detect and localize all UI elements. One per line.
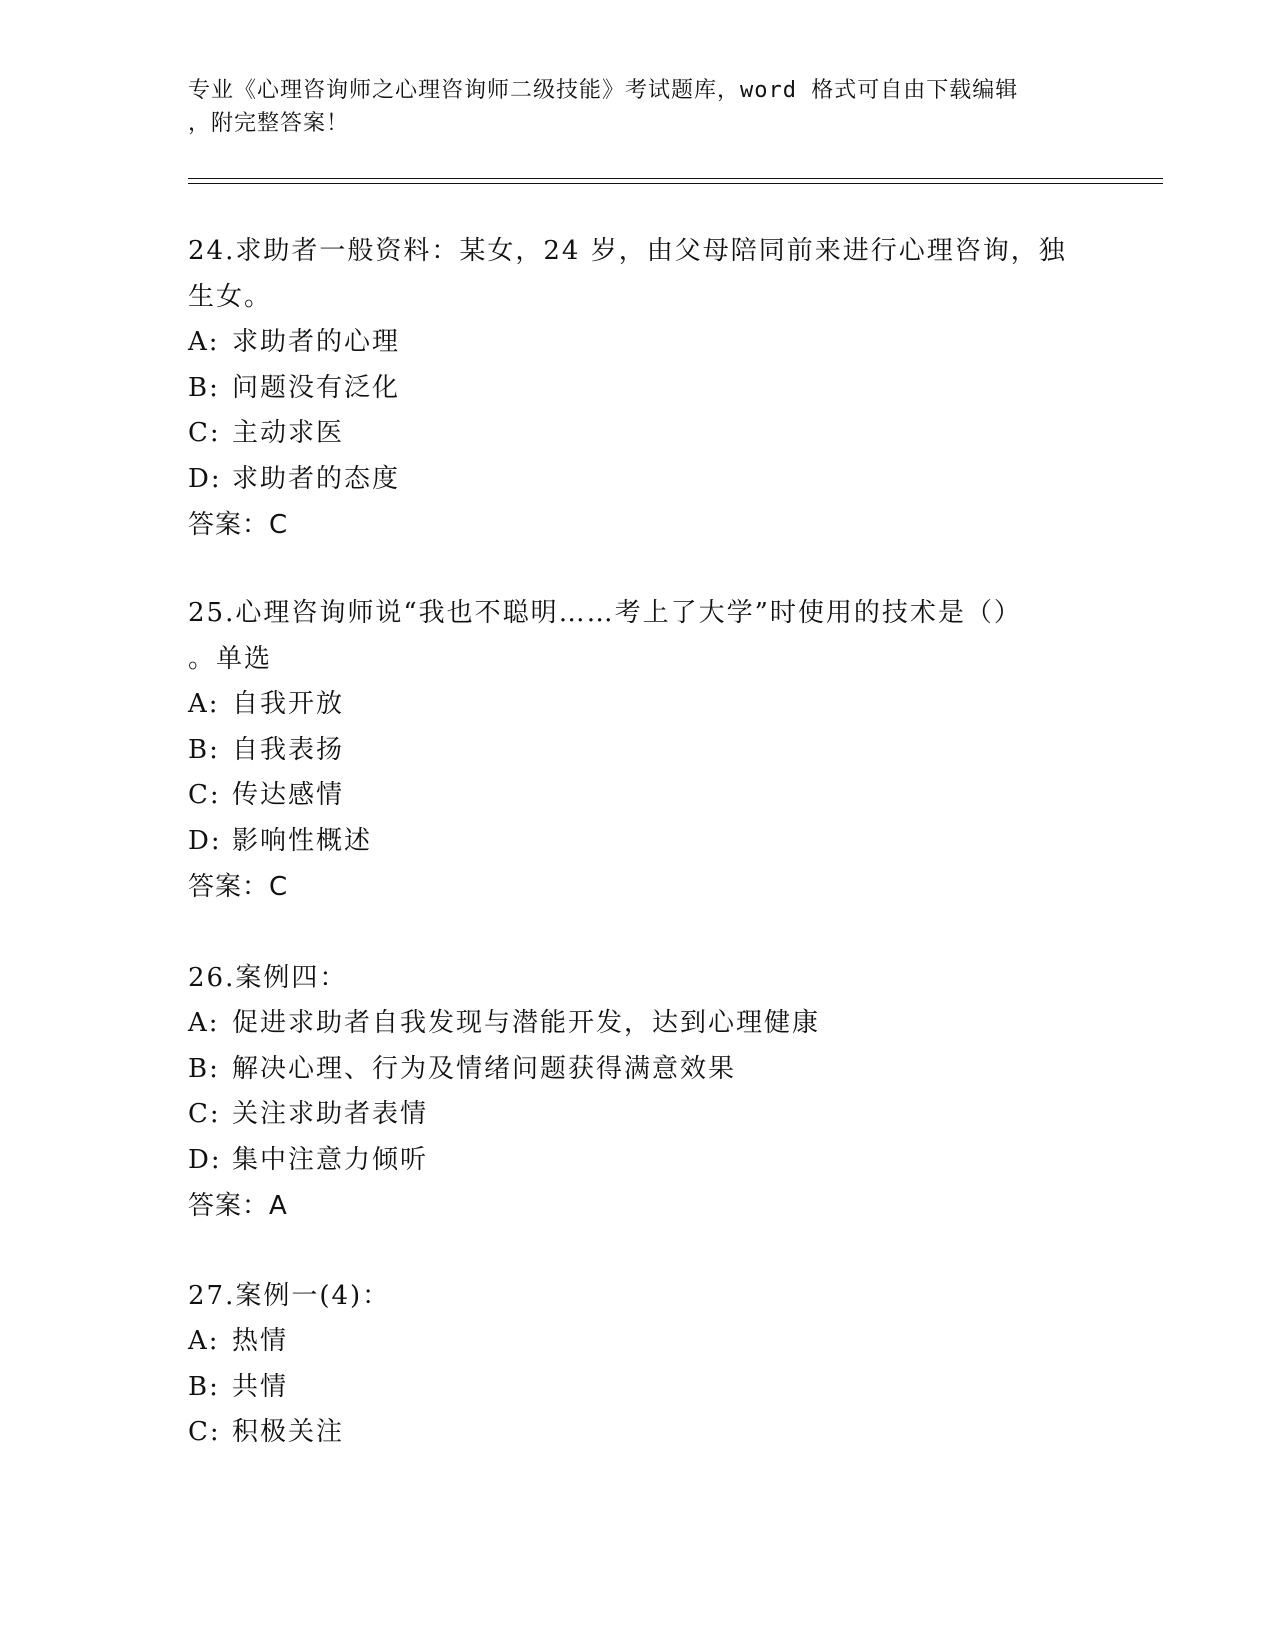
option-text: 积极关注 [232,1417,345,1447]
option-a [188,1001,1088,1047]
option-letter: C: [188,1099,221,1129]
option-b [188,728,1088,774]
option-letter: B: [188,372,220,403]
question-27 [188,1273,1088,1456]
question-title: 26.案例四： [188,963,348,993]
option-d [188,819,1088,865]
option-text: 集中注意力倾听 [232,1144,429,1175]
option-text: 影响性概述 [232,825,373,856]
option-letter: A: [188,689,220,719]
answer-label: 答案：C [188,510,289,540]
option-c [188,1092,1088,1138]
option-letter: B: [188,1371,220,1402]
option-text: 促进求助者自我发现与潜能开发，达到心理健康 [232,1008,821,1038]
option-a [188,1319,1088,1365]
header-divider-bottom [188,183,1163,184]
option-b [188,1365,1088,1411]
option-letter: B: [188,1053,220,1084]
option-c [188,773,1088,819]
option-a [188,682,1088,728]
option-letter: D: [188,463,222,494]
header-line-2: ，附完整答案！ [188,111,350,136]
answer-label: 答案：A [188,1191,288,1221]
option-letter: C: [188,418,221,448]
option-a [188,320,1088,366]
header-divider-top [188,178,1163,179]
option-text: 问题没有泛化 [232,372,401,403]
question-26 [188,955,1088,1229]
option-letter: B: [188,734,220,765]
answer-label: 答案：C [188,872,289,902]
question-title: 24.求助者一般资料：某女，24 岁，由父母陪同前来进行心理咨询，独 [188,236,1067,266]
option-b [188,1047,1088,1093]
option-b [188,366,1088,412]
question-24 [188,228,1088,548]
question-title-continued: 生女。 [188,282,273,312]
question-title-continued: 。单选 [188,644,273,674]
option-text: 热情 [232,1326,289,1356]
header-line-1: 专业《心理咨询师之心理咨询师二级技能》考试题库，word 格式可自由下载编辑 [188,78,1019,103]
option-text: 共情 [232,1371,289,1402]
question-25 [188,590,1088,910]
option-d [188,457,1088,503]
question-title: 25.心理咨询师说“我也不聪明……考上了大学”时使用的技术是（） [188,598,1022,628]
document-header [188,74,1088,140]
question-title: 27.案例一(4)： [188,1281,391,1311]
option-text: 自我表扬 [232,734,345,765]
option-letter: D: [188,1144,222,1175]
option-text: 求助者的态度 [232,463,401,494]
option-letter: A: [188,1326,220,1356]
option-text: 传达感情 [232,780,345,810]
option-text: 主动求医 [232,418,345,448]
option-letter: C: [188,780,221,810]
option-d [188,1138,1088,1184]
option-letter: C: [188,1417,221,1447]
option-text: 解决心理、行为及情绪问题获得满意效果 [232,1053,737,1084]
option-letter: D: [188,825,222,856]
option-text: 求助者的心理 [232,327,401,357]
option-c [188,411,1088,457]
option-letter: A: [188,327,220,357]
option-letter: A: [188,1008,220,1038]
option-text: 关注求助者表情 [232,1099,429,1129]
option-c [188,1410,1088,1456]
option-text: 自我开放 [232,689,345,719]
